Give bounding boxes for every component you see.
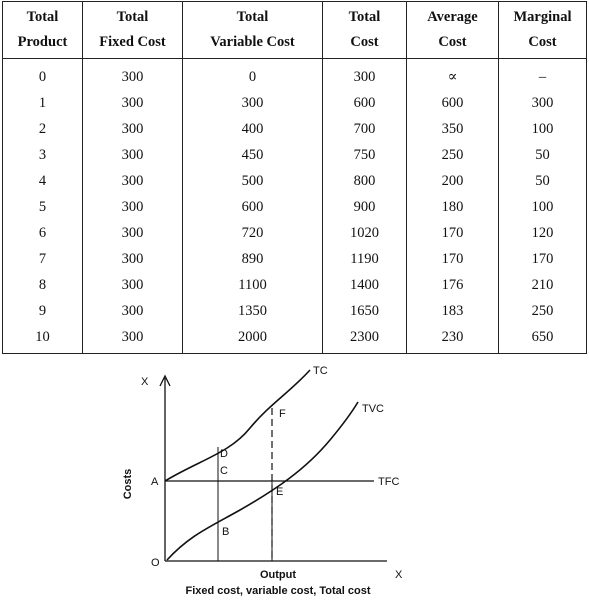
- cell-total-product: 7: [3, 246, 83, 272]
- y-axis-letter: X: [141, 376, 149, 388]
- cell-marginal-cost: 50: [499, 168, 587, 194]
- cell-fixed-cost: 300: [83, 59, 183, 91]
- cell-fixed-cost: 300: [83, 168, 183, 194]
- cell-marginal-cost: 650: [499, 324, 587, 354]
- cell-total-cost: 1020: [323, 220, 407, 246]
- tc-label: TC: [313, 365, 328, 377]
- table-row: [3, 298, 587, 324]
- cell-average-cost: ∝: [407, 59, 499, 91]
- cell-average-cost: 170: [407, 220, 499, 246]
- cell-variable-cost: 400: [183, 116, 323, 142]
- point-label-a: A: [151, 476, 159, 488]
- cell-total-cost: 700: [323, 116, 407, 142]
- origin-label: O: [151, 557, 160, 569]
- point-label-c: C: [220, 465, 228, 477]
- cell-fixed-cost: 300: [83, 220, 183, 246]
- cell-average-cost: 250: [407, 142, 499, 168]
- cell-marginal-cost: –: [499, 59, 587, 91]
- cell-variable-cost: 720: [183, 220, 323, 246]
- cell-variable-cost: 450: [183, 142, 323, 168]
- cell-average-cost: 600: [407, 90, 499, 116]
- point-label-f: F: [279, 408, 286, 420]
- tfc-label: TFC: [378, 476, 400, 488]
- point-label-e: E: [276, 486, 284, 498]
- cell-fixed-cost: 300: [83, 272, 183, 298]
- cell-variable-cost: 600: [183, 194, 323, 220]
- table-row: [3, 59, 587, 91]
- table-row: [3, 168, 587, 194]
- point-label-b: B: [222, 526, 230, 538]
- x-axis-letter: X: [395, 569, 403, 581]
- caption: Fixed cost, variable cost, Total cost: [185, 585, 371, 597]
- cell-variable-cost: 1100: [183, 272, 323, 298]
- table-row: [3, 272, 587, 298]
- cell-total-cost: 750: [323, 142, 407, 168]
- cell-variable-cost: 2000: [183, 324, 323, 354]
- header-total-product: Total Product: [3, 2, 83, 59]
- cell-average-cost: 176: [407, 272, 499, 298]
- cell-marginal-cost: 100: [499, 116, 587, 142]
- header-total-variable-cost: Total Variable Cost: [183, 2, 323, 59]
- cell-marginal-cost: 210: [499, 272, 587, 298]
- cell-total-cost: 1190: [323, 246, 407, 272]
- cell-total-product: 5: [3, 194, 83, 220]
- cell-variable-cost: 500: [183, 168, 323, 194]
- cell-total-cost: 1400: [323, 272, 407, 298]
- table-row: [3, 116, 587, 142]
- header-row: [3, 2, 587, 59]
- cell-total-cost: 600: [323, 90, 407, 116]
- cell-fixed-cost: 300: [83, 324, 183, 354]
- cell-average-cost: 350: [407, 116, 499, 142]
- cell-average-cost: 200: [407, 168, 499, 194]
- cell-total-product: 2: [3, 116, 83, 142]
- cell-total-product: 0: [3, 59, 83, 91]
- cell-variable-cost: 890: [183, 246, 323, 272]
- cell-total-product: 9: [3, 298, 83, 324]
- cell-fixed-cost: 300: [83, 194, 183, 220]
- cell-marginal-cost: 50: [499, 142, 587, 168]
- cell-total-cost: 800: [323, 168, 407, 194]
- cell-marginal-cost: 100: [499, 194, 587, 220]
- cell-fixed-cost: 300: [83, 116, 183, 142]
- header-average-cost: Average Cost: [407, 2, 499, 59]
- cell-average-cost: 183: [407, 298, 499, 324]
- cell-marginal-cost: 250: [499, 298, 587, 324]
- table-row: [3, 194, 587, 220]
- cell-fixed-cost: 300: [83, 246, 183, 272]
- cell-average-cost: 170: [407, 246, 499, 272]
- cell-average-cost: 180: [407, 194, 499, 220]
- cost-curves-diagram: [0, 352, 589, 601]
- table-row: [3, 142, 587, 168]
- cell-marginal-cost: 170: [499, 246, 587, 272]
- cell-total-product: 4: [3, 168, 83, 194]
- cell-variable-cost: 1350: [183, 298, 323, 324]
- cell-total-product: 8: [3, 272, 83, 298]
- header-total-cost: Total Cost: [323, 2, 407, 59]
- cell-variable-cost: 0: [183, 59, 323, 91]
- x-axis-title: Output: [259, 569, 297, 581]
- table-row: [3, 220, 587, 246]
- tvc-label: TVC: [362, 403, 384, 415]
- tc-curve: [165, 370, 310, 481]
- header-marginal-cost: Marginal Cost: [499, 2, 587, 59]
- cell-fixed-cost: 300: [83, 142, 183, 168]
- y-axis-title: Costs: [122, 468, 134, 500]
- cost-table: [2, 1, 587, 354]
- header-total-fixed-cost: Total Fixed Cost: [83, 2, 183, 59]
- cell-total-product: 3: [3, 142, 83, 168]
- cell-total-cost: 900: [323, 194, 407, 220]
- cell-total-product: 6: [3, 220, 83, 246]
- cell-total-cost: 1650: [323, 298, 407, 324]
- table-row: [3, 90, 587, 116]
- table-row: [3, 246, 587, 272]
- cell-average-cost: 230: [407, 324, 499, 354]
- cell-fixed-cost: 300: [83, 90, 183, 116]
- cell-total-cost: 2300: [323, 324, 407, 354]
- cell-total-cost: 300: [323, 59, 407, 91]
- cell-fixed-cost: 300: [83, 298, 183, 324]
- cell-variable-cost: 300: [183, 90, 323, 116]
- cell-marginal-cost: 300: [499, 90, 587, 116]
- cell-total-product: 10: [3, 324, 83, 354]
- table-row: [3, 324, 587, 354]
- point-label-d: D: [220, 448, 228, 460]
- cell-marginal-cost: 120: [499, 220, 587, 246]
- cell-total-product: 1: [3, 90, 83, 116]
